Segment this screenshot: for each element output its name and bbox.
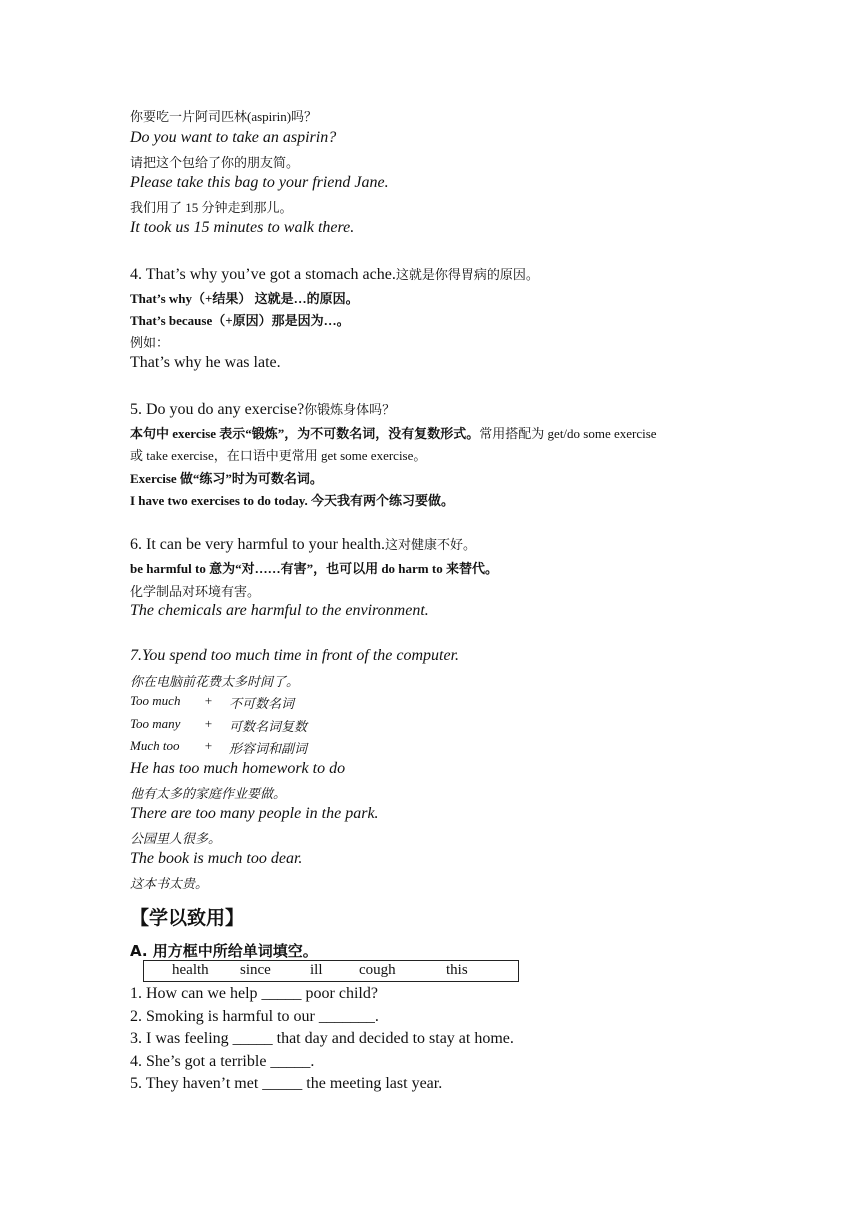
point-4-english: 4. That’s why you’ve got a stomach ache. xyxy=(130,266,396,283)
english-example: The book is much too dear. xyxy=(130,850,303,867)
practice-heading: 【学以致用】 xyxy=(130,907,245,929)
point-6-heading xyxy=(130,534,476,554)
word-bank-item: cough xyxy=(359,962,396,978)
word-bank-item: health xyxy=(172,962,209,978)
chinese-sentence: 化学制品对环境有害。 xyxy=(130,584,261,599)
section-a-title: A. 用方框中所给单词填空。 xyxy=(130,942,318,960)
exercise-question: 1. How can we help _____ poor child? xyxy=(130,985,378,1002)
exercise-question: 3. I was feeling _____ that day and decided to stay at home. xyxy=(130,1030,514,1047)
word-bank-item: since xyxy=(240,962,271,978)
usage-row xyxy=(130,716,308,734)
english-example: There are too many people in the park. xyxy=(130,805,379,822)
usage-term: Too much xyxy=(130,693,181,708)
grammar-note: I have two exercises to do today. 今天我有两个练习要做。 xyxy=(130,493,455,508)
chinese-sentence: 这本书太贵。 xyxy=(130,876,209,891)
usage-row xyxy=(130,693,295,711)
point-5-english: 5. Do you do any exercise? xyxy=(130,401,305,418)
chinese-sentence: 请把这个包给了你的朋友简。 xyxy=(130,155,300,170)
word-bank-item: this xyxy=(446,962,468,978)
point-7-heading: 7.You spend too much time in front of the computer. xyxy=(130,647,460,664)
grammar-note: Exercise 做“练习”时为可数名词。 xyxy=(130,471,323,486)
point-6-english: 6. It can be very harmful to your health. xyxy=(130,536,386,553)
grammar-note: That’s because（+原因）那是因为…。 xyxy=(130,313,350,328)
english-example: Do you want to take an aspirin? xyxy=(130,129,337,146)
usage-meaning: 不可数名词 xyxy=(229,696,295,711)
usage-term: Too many xyxy=(130,716,181,731)
plus-sign: + xyxy=(204,738,213,753)
english-example: It took us 15 minutes to walk there. xyxy=(130,219,355,236)
grammar-note: That’s why（+结果） 这就是…的原因。 xyxy=(130,291,359,306)
usage-term: Much too xyxy=(130,738,180,753)
word-bank-box xyxy=(143,960,519,982)
usage-meaning: 可数名词复数 xyxy=(229,719,308,734)
grammar-note xyxy=(130,423,657,443)
grammar-note-normal: 常用搭配为 get/do some exercise xyxy=(479,426,657,441)
point-5-heading xyxy=(130,399,395,419)
chinese-sentence: 我们用了 15 分钟走到那儿。 xyxy=(130,200,293,215)
english-example: He has too much homework to do xyxy=(130,760,346,777)
chinese-sentence: 公园里人很多。 xyxy=(130,831,222,846)
english-example: Please take this bag to your friend Jane. xyxy=(130,174,389,191)
exercise-question: 2. Smoking is harmful to our _______. xyxy=(130,1008,379,1025)
word-bank-item: ill xyxy=(310,962,323,978)
example-label: 例如： xyxy=(130,335,170,350)
grammar-note: 或 take exercise，在口语中更常用 get some exercise。 xyxy=(130,448,427,463)
english-example: That’s why he was late. xyxy=(130,354,281,371)
exercise-question: 4. She’s got a terrible _____. xyxy=(130,1053,315,1070)
plus-sign: + xyxy=(204,716,213,731)
plus-sign: + xyxy=(204,693,213,708)
point-6-chinese: 这对健康不好。 xyxy=(385,537,477,552)
usage-meaning: 形容词和副词 xyxy=(229,741,308,756)
chinese-sentence: 你要吃一片阿司匹林(aspirin)吗？ xyxy=(130,109,318,124)
point-4-heading xyxy=(130,264,539,284)
point-5-chinese: 你锻炼身体吗？ xyxy=(304,402,396,417)
chinese-sentence: 他有太多的家庭作业要做。 xyxy=(130,786,287,801)
english-example: The chemicals are harmful to the environment. xyxy=(130,602,429,619)
grammar-note: be harmful to 意为“对……有害”，也可以用 do harm to 来替代。 xyxy=(130,561,498,576)
grammar-note-bold: 本句中 exercise 表示“锻炼”，为不可数名词，没有复数形式。 xyxy=(130,426,480,441)
usage-row xyxy=(130,738,308,756)
chinese-sentence: 你在电脑前花费太多时间了。 xyxy=(130,674,300,689)
point-4-chinese: 这就是你得胃病的原因。 xyxy=(395,267,539,282)
exercise-question: 5. They haven’t met _____ the meeting last year. xyxy=(130,1075,443,1092)
